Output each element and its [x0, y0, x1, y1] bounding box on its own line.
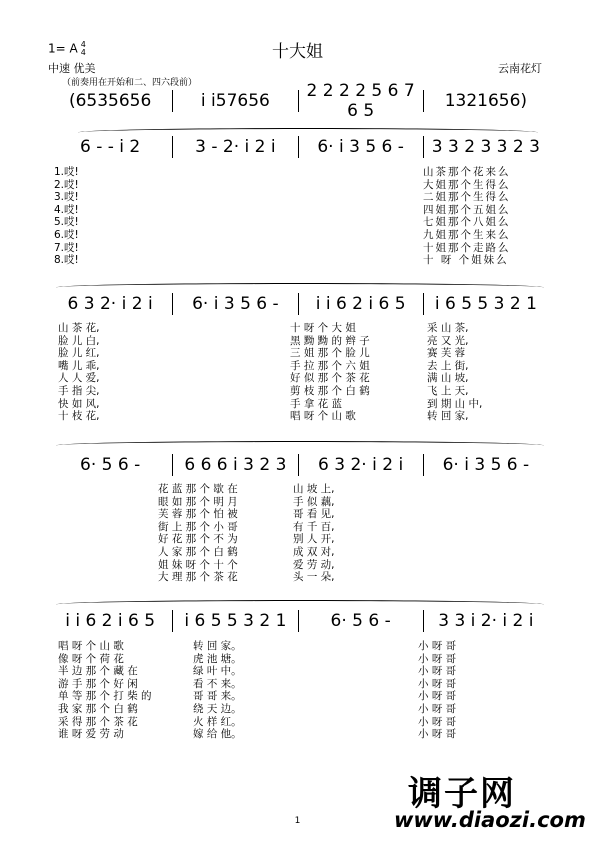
- lyric-line: 十姐那个走路么: [423, 241, 511, 254]
- lyric-line: 采 山 茶,: [427, 322, 469, 334]
- lyric-line: 脸 儿 白,: [58, 334, 100, 347]
- lyric-line: 去 上 街,: [427, 359, 469, 372]
- phrase-slur: [56, 441, 544, 450]
- lyric-line: 亮 又 光,: [427, 334, 469, 347]
- lyric-line: 谁 呀 爱 劳 动: [58, 728, 124, 741]
- lyric-line: 哥 哥 来。: [193, 690, 242, 703]
- lyric-line: 游 手 那 个 好 闲: [58, 677, 138, 690]
- lyric-line: 虎 池 塘。: [193, 652, 242, 665]
- measure: 6· i 3 5 6 -: [442, 455, 530, 475]
- lyric-line: 九姐那个生来么: [423, 228, 511, 241]
- lyric-line: 山茶那个花来么: [423, 166, 511, 178]
- measure: i 6 5 5 3 2 1: [434, 294, 537, 314]
- lyric-line: 单 等 那 个 打 柴 的: [58, 690, 152, 703]
- lyric-line: 4.哎!: [54, 203, 79, 216]
- lyric-line: 二姐那个生得么: [423, 191, 511, 204]
- lyric-line: 火 样 红。: [193, 715, 242, 728]
- time-signature: [81, 41, 86, 57]
- measure: i i 6 2 i 6 5: [65, 611, 156, 631]
- source-label: 云南花灯: [498, 62, 542, 75]
- time-numerator: 4: [80, 40, 86, 49]
- lyric-line: 十 枝 花,: [58, 410, 100, 423]
- lyric-line: 山 茶 花,: [58, 322, 100, 334]
- lyric-line: 绕 天 边。: [193, 702, 242, 715]
- lyric-line: 好 似 那 个 茶 花: [290, 372, 370, 385]
- lyrics-block: [193, 640, 242, 741]
- lyrics-block: [423, 166, 511, 267]
- measure: 6 3 2· i 2 i: [318, 455, 404, 475]
- score-notes: [48, 451, 548, 479]
- prelude-note: （前奏用在开始和二、四六段前）: [62, 78, 198, 88]
- lyrics-block: [427, 322, 482, 423]
- lyric-line: 绿 叶 中。: [193, 665, 242, 678]
- lyric-line: 脸 儿 红,: [58, 347, 100, 360]
- lyric-line: 七姐那个八姐么: [423, 216, 511, 229]
- lyrics-block: [290, 322, 370, 423]
- lyric-line: 看 不 来。: [193, 677, 242, 690]
- lyric-line: 芙 蓉 那 个 怕 被: [158, 508, 238, 521]
- lyric-line: 黑 黝 黝 的 辫 子: [290, 334, 370, 347]
- measure: i 6 5 5 3 2 1: [184, 611, 287, 631]
- measure: 3 - 2· i 2 i: [195, 137, 276, 157]
- score-line-2: [48, 133, 548, 161]
- score-line-3: [48, 290, 548, 318]
- lyric-line: 眼 如 那 个 明 月: [158, 495, 238, 508]
- lyric-line: 小 呀 哥: [418, 728, 457, 741]
- lyric-line: 人 家 那 个 白 鹤: [158, 545, 238, 558]
- measure: 6 3 2· i 2 i: [67, 294, 153, 314]
- lyric-line: 姐 妹 呀 个 十 个: [158, 558, 238, 571]
- lyric-line: 采 得 那 个 茶 花: [58, 715, 138, 728]
- lyric-line: 小 呀 哥: [418, 640, 457, 652]
- measure: 6· i 3 5 6 -: [317, 137, 404, 157]
- measure: 3 3 2 3 3 2 3: [431, 137, 540, 157]
- lyrics-block: [58, 322, 100, 423]
- lyric-line: 哥 看 见,: [293, 508, 335, 521]
- lyrics-block: [418, 640, 456, 741]
- measure: 6· i 3 5 6 -: [192, 294, 279, 314]
- lyric-line: 6.哎!: [54, 228, 79, 241]
- measure: i i57656: [200, 91, 270, 111]
- lyric-line: 3.哎!: [54, 191, 79, 204]
- lyrics-verse-numbers: [54, 166, 79, 267]
- lyric-line: 爱 劳 动,: [293, 558, 335, 571]
- lyric-line: 飞 上 天,: [427, 384, 469, 397]
- lyric-line: 手 似 藕,: [293, 495, 335, 508]
- lyric-line: 小 呀 哥: [418, 702, 457, 715]
- lyric-line: 唱 呀 个 山 歌: [290, 410, 356, 423]
- site-logo: 调子网: [408, 774, 516, 814]
- time-denominator: 4: [80, 48, 86, 57]
- key-signature: [48, 41, 86, 57]
- lyric-line: 手 指 尖,: [58, 384, 100, 397]
- lyric-line: 唱 呀 个 山 歌: [58, 640, 124, 652]
- score-line-4: [48, 451, 548, 479]
- lyric-line: 转 回 家,: [427, 410, 469, 423]
- lyric-line: 满 山 坡,: [427, 372, 469, 385]
- lyric-line: 花 蓝 那 个 歇 在: [158, 483, 238, 495]
- lyric-line: 小 呀 哥: [418, 715, 457, 728]
- lyric-line: 嫁 给 他。: [193, 728, 242, 741]
- tempo-marking: 中速 优美: [48, 62, 96, 75]
- lyric-line: 十 呀 个姐妹么: [423, 254, 509, 267]
- score-notes: [48, 290, 548, 318]
- lyrics-block: [293, 483, 335, 584]
- lyric-line: 十 呀 个 大 姐: [290, 322, 356, 334]
- lyric-line: 8.哎!: [54, 254, 79, 267]
- lyric-line: 赛 芙 蓉: [427, 347, 466, 360]
- lyric-line: 剪 枝 那 个 白 鹤: [290, 384, 370, 397]
- measure: 1321656): [444, 91, 528, 111]
- measure: 3 3 i 2· i 2 i: [438, 611, 534, 631]
- lyric-line: 小 呀 哥: [418, 677, 457, 690]
- lyric-line: 四姐那个五姐么: [423, 203, 511, 216]
- site-url[interactable]: www.diaozi.com: [394, 808, 586, 832]
- score-line-5: [48, 607, 548, 635]
- measure: i i 6 2 i 6 5: [315, 294, 406, 314]
- lyric-line: 三 姐 那 个 脸 儿: [290, 347, 370, 360]
- lyric-line: 1.哎!: [54, 166, 79, 178]
- lyric-line: 人 人 爱,: [58, 372, 100, 385]
- lyric-line: 半 边 那 个 藏 在: [58, 665, 138, 678]
- lyric-line: 街 上 那 个 小 哥: [158, 520, 238, 533]
- lyrics-block: [158, 483, 238, 584]
- page-number: 1: [294, 816, 301, 826]
- lyric-line: 转 回 家。: [193, 640, 242, 652]
- lyric-line: 大姐那个生得么: [423, 178, 511, 191]
- lyric-line: 我 家 那 个 白 鹤: [58, 702, 138, 715]
- lyric-line: 有 千 百,: [293, 520, 335, 533]
- measure: 6· 5 6 -: [330, 611, 391, 631]
- lyric-line: 小 呀 哥: [418, 652, 457, 665]
- lyric-line: 快 如 风,: [58, 397, 100, 410]
- lyric-line: 2.哎!: [54, 178, 79, 191]
- lyric-line: 成 双 对,: [293, 545, 335, 558]
- lyric-line: 小 呀 哥: [418, 665, 457, 678]
- lyric-line: 头 一 朵,: [293, 571, 335, 584]
- song-title: 十大姐: [272, 42, 323, 62]
- score-notes: [48, 133, 548, 161]
- lyric-line: 别 人 开,: [293, 533, 335, 546]
- measure: 6 - - i 2: [80, 137, 141, 157]
- measure: 6 6 6 i 3 2 3: [184, 455, 287, 475]
- measure: (6535656: [68, 91, 152, 111]
- lyric-line: 像 呀 个 荷 花: [58, 652, 124, 665]
- key-label: 1= A: [48, 41, 78, 56]
- lyric-line: 山 坡 上,: [293, 483, 335, 495]
- score-notes: [48, 607, 548, 635]
- lyric-line: 嘴 儿 乖,: [58, 359, 100, 372]
- lyric-line: 小 呀 哥: [418, 690, 457, 703]
- lyric-line: 大 理 那 个 茶 花: [158, 571, 238, 584]
- lyric-line: 到 期 山 中,: [427, 397, 483, 410]
- lyric-line: 5.哎!: [54, 216, 79, 229]
- lyric-line: 手 拉 那 个 六 姐: [290, 359, 370, 372]
- lyrics-block: [58, 640, 152, 741]
- lyric-line: 7.哎!: [54, 241, 79, 254]
- lyric-line: 好 花 那 个 不 为: [158, 533, 238, 546]
- lyric-line: 手 拿 花 蓝: [290, 397, 343, 410]
- measure: 6· 5 6 -: [80, 455, 141, 475]
- measure: 2 2 2 2 5 6 7 6 5: [306, 81, 415, 121]
